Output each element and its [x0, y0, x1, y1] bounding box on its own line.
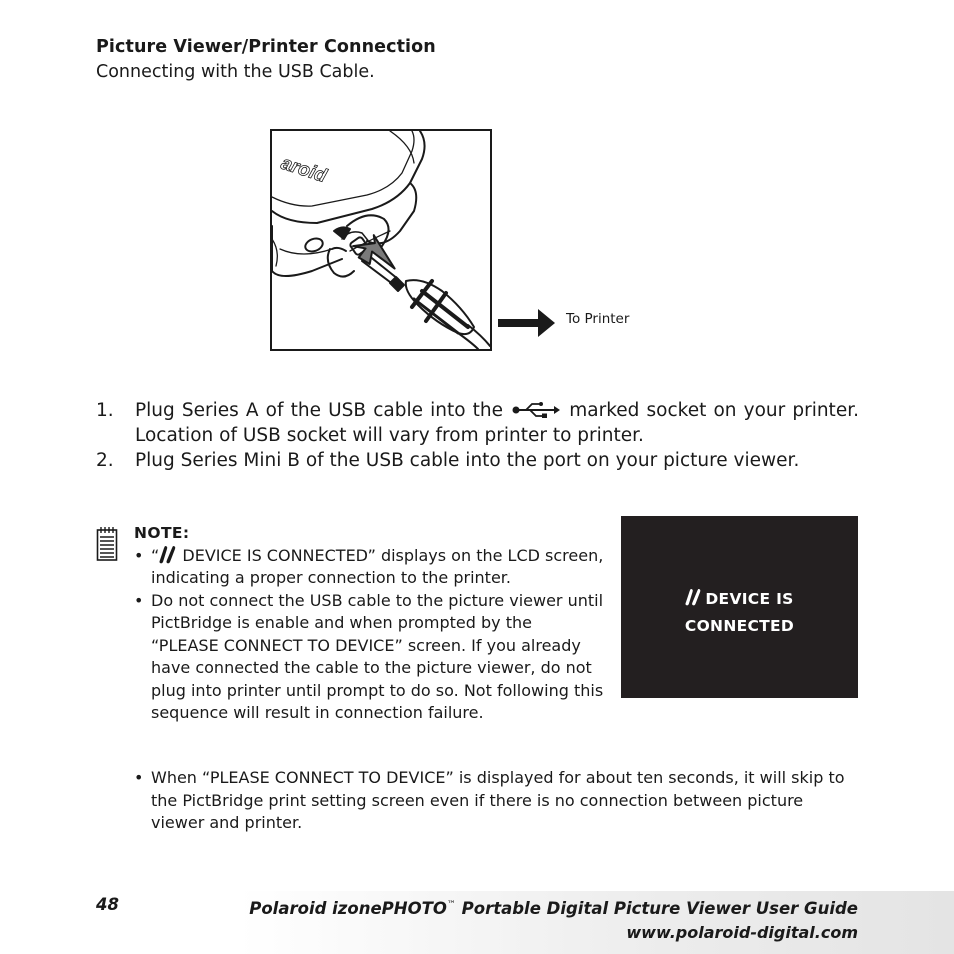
notepad-icon	[96, 526, 118, 562]
bullet-dot: •	[134, 768, 144, 787]
note-block	[134, 522, 604, 725]
note-item-text: Do not connect the USB cable to the picture viewer until PictBridge is enable and when prompted by the “PLEASE CONNECT TO DEVICE” screen. If you already have connected the cable to the picture viewer, do not plug into printer until prompt to do so. Not following this sequence will result in connection failure.	[151, 590, 604, 722]
bullet-dot: •	[134, 590, 144, 610]
step-item	[96, 448, 859, 473]
usb-symbol-icon	[512, 402, 560, 418]
pictbridge-icon	[159, 545, 177, 565]
step-text: Plug Series Mini B of the USB cable into the port on your picture viewer.	[135, 450, 800, 471]
step-item	[96, 398, 859, 448]
step-number: 1.	[96, 400, 114, 421]
to-printer-caption: To Printer	[566, 311, 630, 327]
section-heading: Picture Viewer/Printer Connection	[96, 37, 436, 57]
footer-title-rest: Portable Digital Picture Viewer User Guide	[455, 899, 858, 918]
lcd-line-2: CONNECTED	[684, 617, 795, 635]
usb-connection-illustration	[270, 129, 492, 351]
footer-title	[249, 899, 858, 918]
step-text-before: Plug Series A of the USB cable into the	[135, 400, 504, 421]
note-item-text: DEVICE IS CONNECTED” displays on the LCD screen, indicating a proper connection to the printer.	[151, 545, 604, 587]
viewer-and-cable-drawing	[272, 131, 490, 349]
note-open-quote: “	[151, 545, 160, 565]
lcd-screen-preview	[621, 516, 858, 698]
note-item-text: When “PLEASE CONNECT TO DEVICE” is displayed for about ten seconds, it will skip to the PictBridge print setting screen even if there is no connection between picture viewer and printer.	[151, 768, 845, 832]
trademark-mark: ™	[446, 900, 456, 910]
lcd-line-1	[621, 586, 858, 613]
brand-logo-text: aroid	[278, 152, 329, 188]
step-text-after: marked socket on your printer. Location of USB socket will vary from printer to printer.	[135, 400, 859, 446]
section-subheading: Connecting with the USB Cable.	[96, 62, 375, 82]
pictbridge-icon	[685, 588, 702, 607]
note-label: NOTE:	[134, 524, 190, 542]
note-item	[134, 767, 854, 835]
note-item-wide	[134, 767, 854, 835]
footer-url: www.polaroid-digital.com	[626, 923, 858, 942]
lcd-line-1-text: DEVICE IS	[705, 590, 794, 608]
step-number: 2.	[96, 450, 114, 471]
bullet-dot: •	[134, 545, 144, 565]
instruction-steps	[96, 398, 859, 473]
page-number: 48	[96, 895, 119, 914]
note-item	[134, 590, 604, 725]
note-item	[134, 545, 604, 590]
right-arrow-icon	[498, 307, 556, 339]
footer-title-brand: Polaroid izonePHOTO	[249, 899, 447, 918]
